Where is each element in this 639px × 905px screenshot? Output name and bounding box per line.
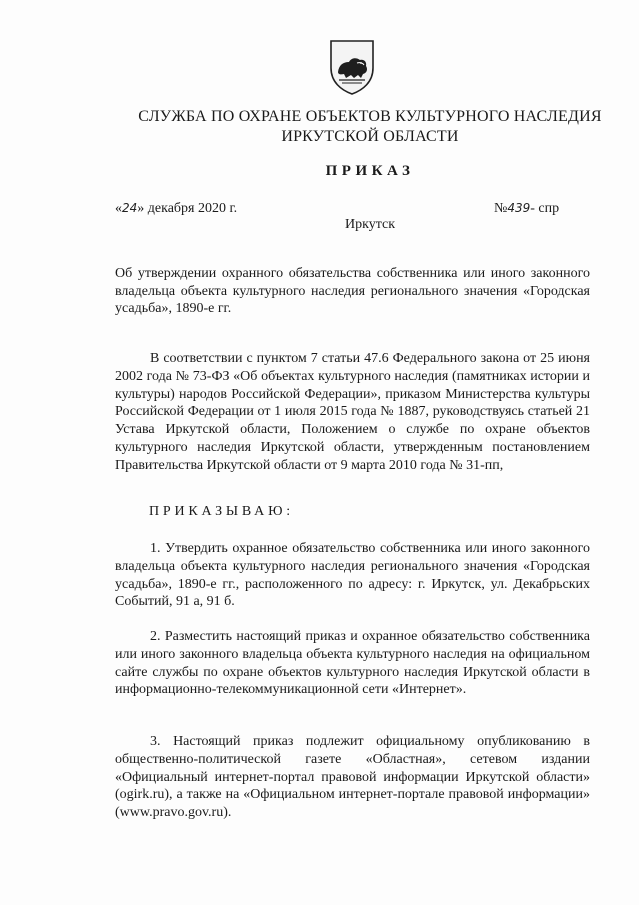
number-suffix: - спр [530,201,560,216]
city: Иркутск [344,217,396,232]
order-item-3: 3. Настоящий приказ подлежит официальному опубликованию в общественно-политической газете «Областная», сетевом издании «Официальный интернет-портал правовой информации Иркутской области» (ogirk.ru), а также на «Официальном интернет-портале правовой информации» (www.pravo.gov.ru). [115,734,590,821]
organization-name-line-1: СЛУЖБА ПО ОХРАНЕ ОБЪЕКТОВ КУЛЬТУРНОГО НАСЛЕДИЯ [138,108,602,125]
document-subject: Об утверждении охранного обязательства собственника или иного законного владельца объекта культурного наследия регионального значения «Городская усадьба», 1890-е гг. [115,266,590,316]
document-type-title: ПРИКАЗ [325,163,415,179]
date-day-handwritten: 24 [122,201,138,215]
irkutsk-coat-of-arms-emblem [327,38,377,96]
document-date [115,201,237,217]
order-item-2: 2. Разместить настоящий приказ и охранное обязательство собственника или иного законного владельца объекта культурного наследия на официальном сайте службы по охране объектов культурного наследия Иркутской области в информационно-телекоммуникационной сети «Интернет». [115,629,590,698]
organization-name-line-2: ИРКУТСКОЙ ОБЛАСТИ [281,128,459,145]
order-item-1: 1. Утвердить охранное обязательство собственника или иного законного владельца объекта культурного наследия регионального значения «Городская усадьба», 1890-е гг., расположенного по адресу: г. Иркутск, ул. Декабрьских Событий, 91 а, 91 б. [115,541,590,610]
number-handwritten: 439 [507,201,531,215]
number-prefix: № [494,201,508,216]
date-month-year: » декабря 2020 г. [137,201,238,216]
order-word: ПРИКАЗЫВАЮ: [149,504,294,519]
date-open-quote: « [115,201,122,216]
preamble-paragraph: В соответствии с пунктом 7 статьи 47.6 Федерального закона от 25 июня 2002 года № 73-ФЗ «Об объектах культурного наследия (памятниках истории и культуры) народов Российской Федерации», приказом Министерства культуры Российской Федерации от 1 июля 2015 года № 1887, руководствуясь статьей 21 Устава Иркутской области, Положением о службе по охране объектов культурного наследия Иркутской области, утвержденным постановлением Правительства Иркутской области от 9 марта 2010 года № 31-пп, [115,351,590,473]
document-number [494,201,559,217]
